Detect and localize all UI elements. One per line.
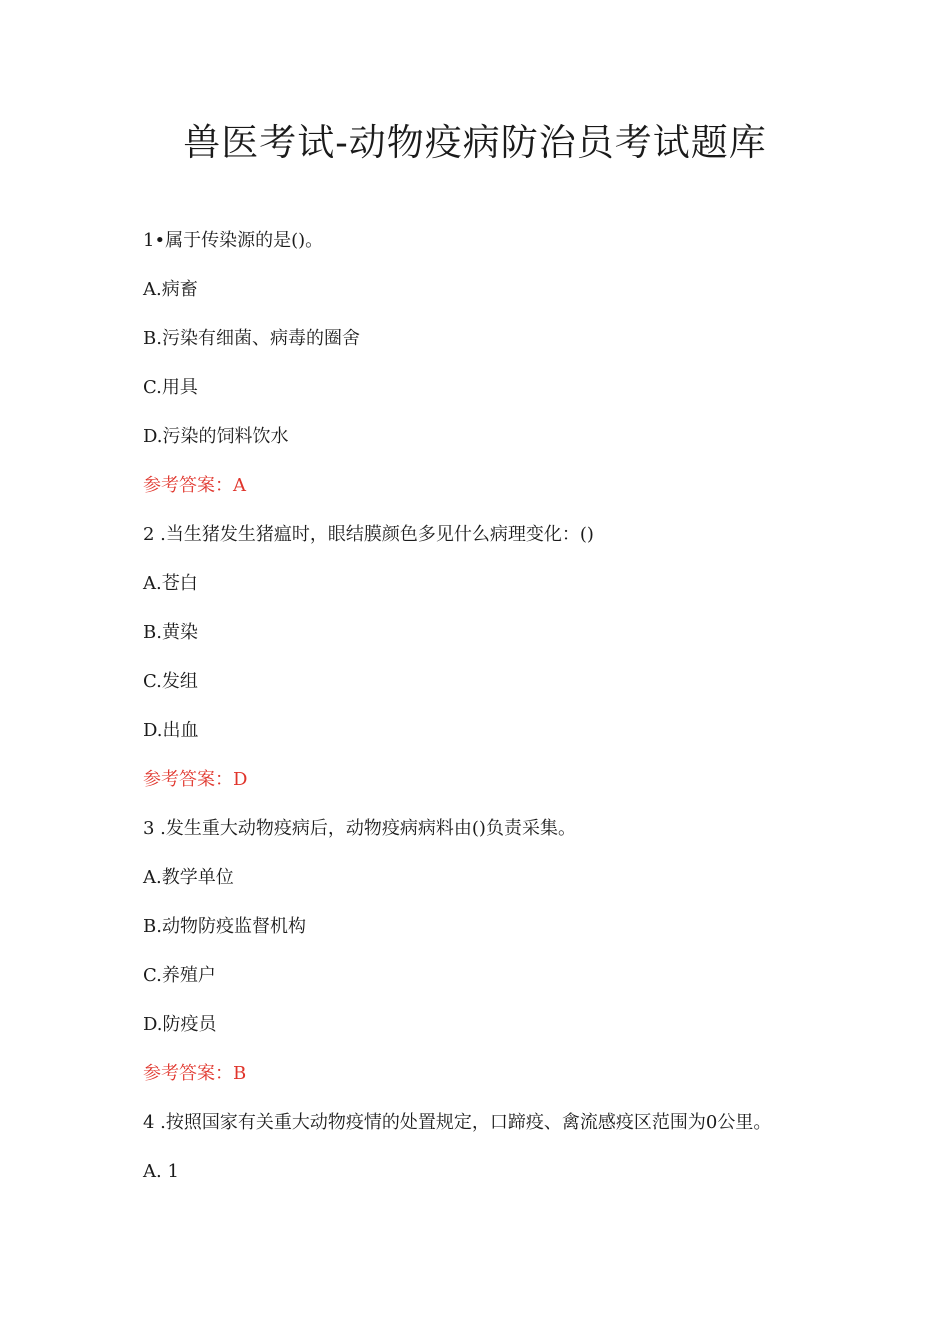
option-c: C.用具 xyxy=(143,377,198,398)
option-d: D.防疫员 xyxy=(143,1014,217,1035)
option-b: B.动物防疫监督机构 xyxy=(143,916,306,937)
question-stem: 2 .当生猪发生猪瘟时，眼结膜颜色多见什么病理变化：() xyxy=(143,524,594,545)
option-b: B.黄染 xyxy=(143,622,198,643)
question-stem: 3 .发生重大动物疫病后，动物疫病病料由()负责采集。 xyxy=(143,818,576,839)
reference-answer: 参考答案：A xyxy=(143,475,246,496)
question-list xyxy=(143,226,843,1206)
option-d: D.出血 xyxy=(143,720,199,741)
option-c: C.养殖户 xyxy=(143,965,216,986)
option-a: A.苍白 xyxy=(143,573,198,594)
document-title: 兽医考试-动物疫病防治员考试题库 xyxy=(183,121,767,164)
reference-answer: 参考答案：D xyxy=(143,769,248,790)
reference-answer: 参考答案：B xyxy=(143,1063,247,1084)
option-a: A.教学单位 xyxy=(143,867,234,888)
option-a: A.病畜 xyxy=(143,279,198,300)
question-stem: 4 .按照国家有关重大动物疫情的处置规定，口蹄疫、禽流感疫区范围为0公里。 xyxy=(143,1112,772,1133)
option-c: C.发组 xyxy=(143,671,198,692)
option-d: D.污染的饲料饮水 xyxy=(143,426,289,447)
option-a: A. 1 xyxy=(143,1161,179,1182)
option-b: B.污染有细菌、病毒的圈舍 xyxy=(143,328,360,349)
question-stem: 1•属于传染源的是()。 xyxy=(143,230,324,251)
